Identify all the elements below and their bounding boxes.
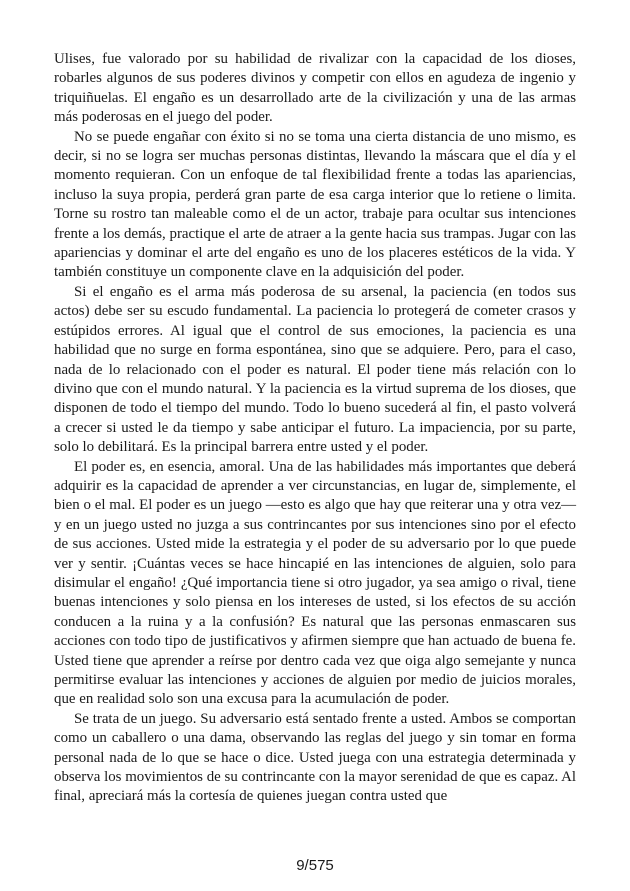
paragraph-1: Ulises, fue valorado por su habilidad de rivalizar con la capacidad de los dioses, robarles algunos de sus poderes divinos y competir con ellos en agudeza de ingenio y triquiñuelas. El engaño es un desarrollado arte de la civilización y una de las armas más poderosas en el juego del poder. [54, 51, 576, 126]
page-number: 9/575 [296, 857, 334, 874]
paragraph-3: Si el engaño es el arma más poderosa de su arsenal, la paciencia (en todos sus actos) debe ser su escudo fundamental. La paciencia lo protegerá de cometer crasos y estúpidos errores. Al igual que el control de sus emociones, la paciencia es una habilidad que no surge en forma espontánea, sino que se adquiere. Pero, para el caso, nada de lo relacionado con el poder es natural. El poder tiene más relación con lo divino que con el mundo natural. Y la paciencia es la virtud suprema de los dioses, que disponen de todo el tiempo del mundo. Todo lo bueno sucederá al fin, el pasto volverá a crecer si usted le da tiempo y sabe anticipar el futuro. La impaciencia, por su parte, solo lo debilitará. Es la principal barrera entre usted y el poder. [54, 283, 576, 456]
paragraph-4: El poder es, en esencia, amoral. Una de las habilidades más importantes que deberá adquirir es la capacidad de aprender a ver circunstancias, en lugar de, simplemente, el bien o el mal. El poder es un juego —esto es algo que hay que reiterar una y otra vez— y en un juego usted no juzga a sus contrincantes por sus intenciones sino por el efecto de sus acciones. Usted mide la estrategia y el poder de su adversario por lo que puede ver y sentir. ¡Cuántas veces se hace hincapié en las intenciones de alguien, solo para disimular el engaño! ¿Qué importancia tiene si otro jugador, ya sea amigo o rival, tiene buenas intenciones y solo piensa en los intereses de usted, si los efectos de su acción conducen a la ruina y a la confusión? Es natural que las personas enmascaren sus acciones con todo tipo de justificativos y afirmen siempre que han actuado de buena fe. Usted tiene que aprender a reírse por dentro cada vez que oiga algo semejante y nunca permitirse evaluar las intenciones y acciones de alguien por medio de juicios morales, que en realidad solo son una excusa para la acumulación de poder. [54, 458, 576, 708]
page-body [54, 50, 576, 807]
paragraph-5: Se trata de un juego. Su adversario está sentado frente a usted. Ambos se comportan como un caballero o una dama, observando las reglas del juego y sin tomar en forma personal nada de lo que se hace o dice. Usted juega con una estrategia determinada y observa los movimientos de su contrincante con la mayor serenidad de que es capaz. Al final, apreciará más la cortesía de quienes juegan contra usted que [54, 710, 576, 805]
paragraph-2: No se puede engañar con éxito si no se toma una cierta distancia de uno mismo, es decir, si no se logra ser muchas personas distintas, llevando la máscara que el día y el momento requieran. Con un enfoque de tal flexibilidad frente a todas las apariencias, incluso la suya propia, perderá gran parte de esa carga interior que lo retiene o limita. Torne su rostro tan maleable como el de un actor, trabaje para ocultar sus intenciones frente a los demás, practique el arte de atraer a la gente hacia sus trampas. Jugar con las apariencias y dominar el arte del engaño es uno de los placeres estéticos de la vida. Y también constituye un componente clave en la adquisición del poder. [54, 128, 576, 281]
